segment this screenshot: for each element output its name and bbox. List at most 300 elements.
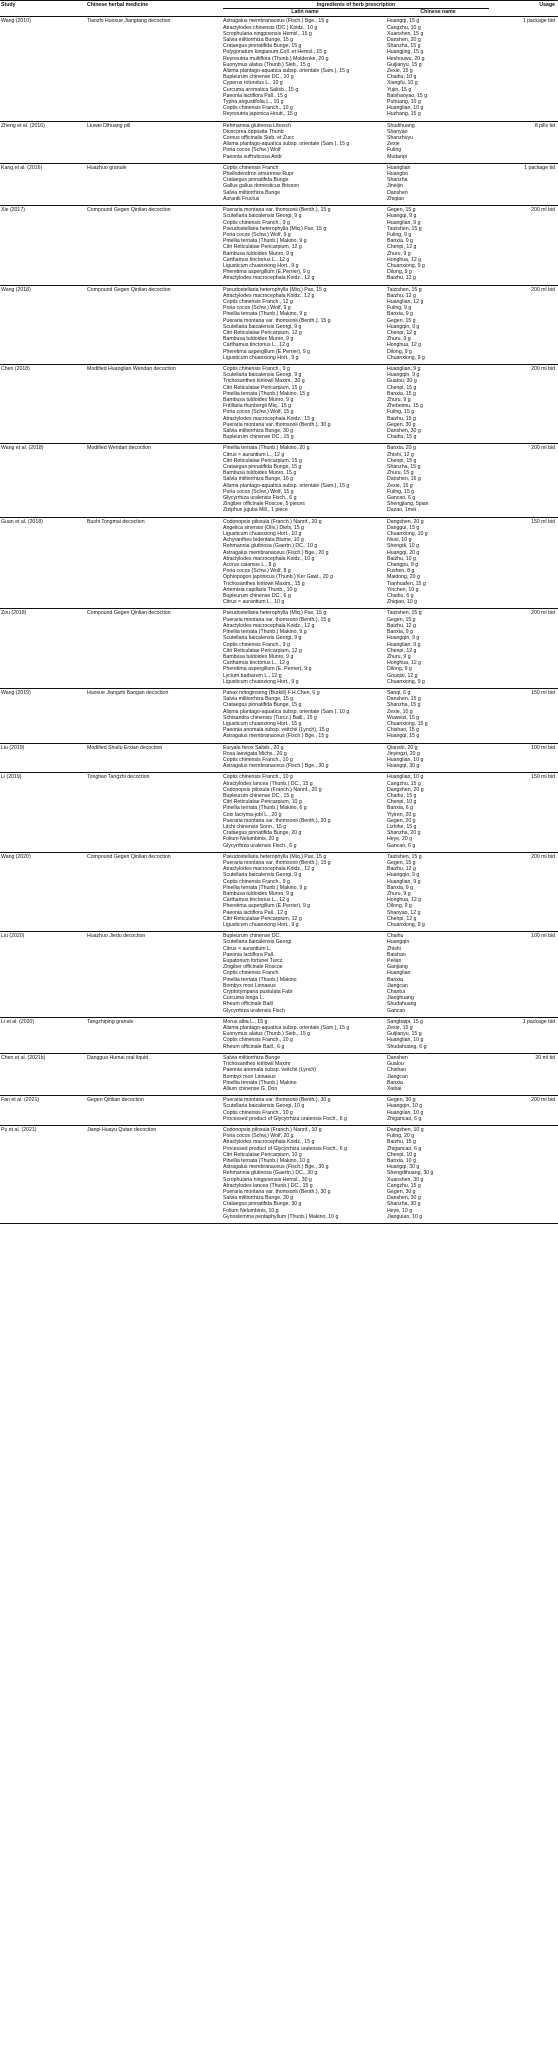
chinese-name-item: Dilong, 9 g [387, 666, 412, 673]
table-row [0, 518, 558, 610]
latin-name-item: Scutellaria baicalensis Georgi, 10 g [223, 1103, 305, 1110]
latin-name-item: Pinellia ternata (Thunb.) Makino, 10 g [223, 1157, 310, 1164]
latin-name-item: Poria cocos (Schw.) Wolf [223, 147, 281, 154]
chinese-name-item: Jiangcan [387, 1073, 408, 1080]
cell-medicine: Compound Gegen Qinlian decoction [87, 853, 171, 860]
cell-medicine: Gegen Qinlian decoction [87, 1097, 144, 1104]
cell-chinese-names [387, 774, 489, 848]
chinese-name-item: Danshen, 16 g [387, 476, 421, 483]
latin-name-item: Citri Reticulatae Pericarpium, 12 g [223, 915, 302, 922]
cell-chinese-names [387, 745, 489, 770]
chinese-name-item: Heye, 10 g [387, 1207, 413, 1214]
latin-name-item: Astragalus membranaceus (Fisch.) Bge., 15 g [223, 733, 329, 740]
chinese-name-item: Danshen, 30 g [387, 428, 421, 434]
latin-name-item: Euryale ferox Salisb., 20 g [223, 744, 284, 751]
chinese-name-item: Chaihu, 6 g [387, 593, 414, 600]
table-row [0, 17, 558, 121]
latin-name-item: Citri Reticulatae Pericarpium, 12 g [223, 329, 302, 336]
latin-name-item: Scutellaria baicalensis Georgi [223, 939, 292, 946]
cell-latin-names [223, 287, 387, 361]
chinese-name-item: Shanzha, 30 g [387, 1201, 421, 1208]
cell-chinese-names [387, 1097, 489, 1122]
chinese-name-item: Chenpi, 10 g [387, 799, 417, 806]
chinese-name-item: Baizhu, 10 g [387, 555, 416, 562]
chinese-name-item: Zhiqiao [387, 195, 405, 202]
chinese-name-item: Chenpi, 12 g [387, 329, 417, 336]
chinese-name-item: Danshen [387, 189, 408, 196]
latin-name-item: Citri Reticulatae Pericarpium, 12 g [223, 647, 302, 654]
chinese-name-item: Huanglian [387, 164, 411, 171]
table-row [0, 932, 558, 1018]
cell-usage: 100 ml bid [531, 933, 555, 940]
chinese-name-item: Dilong, 9 g [387, 348, 412, 355]
table-row [0, 1126, 558, 1224]
latin-name-item: Ziziphus jujuba Mill., 1 piece [223, 507, 288, 514]
latin-name-item: Citrus × aurantium L., 10 g [223, 599, 285, 606]
latin-name-item: Bupleurum chinense DC., 15 g [223, 434, 294, 441]
latin-name-item: Ligusticum chuanxiong Hort., 9 g [223, 678, 299, 685]
latin-name-item: Paeonia lactiflora Pall., 12 g [223, 909, 288, 916]
latin-name-item: Poria cocos (Schw.) Wolf, 15 g [223, 409, 294, 416]
chinese-name-item: Banxia, 9 g [387, 629, 413, 636]
latin-name-item: Pinellia ternata (Thunb.) Makino [223, 1079, 297, 1086]
chinese-name-item: Changpu, 8 g [387, 562, 419, 569]
cell-usage: 8 pills tid [534, 122, 555, 129]
cell-latin-names [223, 445, 387, 513]
latin-name-item: Paeonia lactiflora Pall. [223, 951, 275, 958]
table-row [0, 206, 558, 285]
chinese-name-item: Taizishen, 15 g [387, 286, 422, 293]
chinese-name-item: Huangqi, 15 g [387, 18, 420, 25]
chinese-name-item: Banxia, 9 g [387, 311, 413, 318]
cell-usage: 200 ml bid [531, 286, 555, 293]
chinese-name-item: Baizhu, 12 g [387, 866, 416, 873]
chinese-name-item: Shengdihuang, 30 g [387, 1170, 434, 1177]
chinese-name-item: Honghua, 12 g [387, 342, 422, 349]
cell-usage: 200 ml bid [531, 1097, 555, 1104]
chinese-name-item: Banxia [387, 1079, 403, 1086]
latin-name-item: Crataegus pinnatifida Bunge, 15 g [223, 464, 302, 471]
chinese-name-item: Xiangfu, 10 g [387, 80, 418, 87]
chinese-name-item: Huangqi, 20 g [387, 549, 420, 556]
latin-name-item: Coptis chinensis Franch [223, 164, 279, 171]
latin-name-item: Crataegus pinnatifida Bunge, 30 g [223, 1201, 302, 1208]
chinese-name-item: Gouqizi, 12 g [387, 672, 418, 679]
latin-name-item: Curcuma aromatica Salisb., 15 g [223, 86, 299, 93]
chinese-name-item: Dazao, 1mei [387, 507, 417, 514]
chinese-name-item: Zexie, 15 g [387, 68, 413, 75]
cell-usage: 200 ml bid [531, 853, 555, 860]
latin-name-item: Scutellaria baicalensis Georgi, 9 g [223, 872, 302, 879]
cell-latin-names [223, 1055, 387, 1092]
latin-name-item: Bupleurum chinense DC., 10 g [223, 74, 294, 81]
chinese-name-item: Baishaoyao, 15 g [387, 92, 428, 99]
header-chinese-name: Chinese name [420, 9, 456, 16]
cell-study: Xie (2017) [1, 207, 25, 214]
chinese-name-item: Zhishi, 12 g [387, 451, 414, 458]
chinese-name-item: Jiaogulan, 10 g [387, 1213, 423, 1220]
chinese-name-item: Gegen, 20 g [387, 817, 416, 824]
chinese-name-item: Peilan [387, 958, 402, 965]
chinese-name-item: Gegen, 30 g [387, 421, 416, 428]
latin-name-item: Pinellia ternata (Thunb.) Makino [223, 976, 297, 983]
cell-chinese-names [387, 366, 489, 440]
cell-latin-names [223, 207, 387, 281]
chinese-name-item: Gegen, 15 g [387, 207, 416, 214]
latin-name-item: Pheretima aspergillum (E.Perrier), 9 g [223, 348, 311, 355]
chinese-name-item: Qianshi, 20 g [387, 744, 418, 751]
latin-name-item: Scutellaria baicalensis Georgi, 9 g [223, 323, 302, 330]
chinese-name-item: Shudahuang [387, 1001, 417, 1008]
chinese-name-item: Shanzha [387, 177, 408, 184]
latin-name-item: Aurantii Fructus [223, 195, 260, 202]
latin-name-item: Carthamus tinctorius L., 12 g [223, 660, 290, 667]
latin-name-item: Astragalus membranaceus (Fisch.) Bge., 20 g [223, 549, 329, 556]
chinese-name-item: Fuling, 15 g [387, 488, 415, 495]
chinese-name-item: Baizhu, 12 g [387, 622, 416, 629]
chinese-name-item: Huanglian, 10 g [387, 756, 424, 763]
chinese-name-item: Gegen, 15 g [387, 860, 416, 866]
latin-name-item: Pseudostellaria heterophylla (Miq.) Pax, 15 g [223, 610, 327, 617]
latin-name-item: Reynoutria japonica Houtt., 15 g [223, 111, 298, 118]
chinese-name-item: Zhuru, 9 g [387, 653, 411, 660]
latin-name-item: Atractylodes chinensis (DC.) Koidz., 10 g [223, 24, 318, 31]
cell-usage: 1 package bid [522, 1018, 555, 1025]
chinese-name-item: Chuanxiong, 15 g [387, 720, 428, 727]
chinese-name-item: Chaihu, 15 g [387, 434, 417, 441]
cell-chinese-names [387, 933, 489, 1014]
cell-usage: 1 package bid [522, 18, 555, 25]
latin-name-item: Citri Reticulatae Pericarpium, 15 g [223, 457, 302, 464]
chinese-name-item: Huanglian, 10 g [387, 1037, 424, 1044]
latin-name-item: Salvia miltiorrhiza Bunge, 16 g [223, 476, 294, 483]
chinese-name-item: Huanglian, 9 g [387, 641, 421, 648]
latin-name-item: Paeonia lactiflora Pall., 15 g [223, 92, 288, 99]
chinese-name-item: Huanglian, 9 g [387, 365, 421, 372]
latin-name-item: Astragalus membranaceus (Fisch.) Bge., 15 g [223, 18, 329, 25]
chinese-name-item: Jiangcan [387, 982, 408, 989]
chinese-name-item: Shanyao [387, 128, 408, 135]
latin-name-item: Coptis chinensis Franch., 10 g [223, 105, 293, 112]
latin-name-item: Rheum officinale Baill [223, 1001, 273, 1008]
latin-name-item: Atractylodes macrocephala Koidz., 12 g [223, 275, 315, 282]
table-body [0, 17, 558, 1224]
latin-name-item: Coptis chinensis Franch., 10 g [223, 774, 293, 781]
latin-name-item: Pueraria montana var. thomsonii (Benth.), 15 g [223, 317, 331, 324]
chinese-name-item: Huanglian, 10 g [387, 105, 424, 112]
latin-name-item: Alisma plantago-aquatica subsp. orientale (Sam.), 15 g [223, 141, 350, 148]
latin-name-item: Phellodendron amurense Rupr [223, 171, 294, 178]
chinese-name-item: Zhebeimu, 15 g [387, 403, 424, 410]
latin-name-item: Alisma plantago-aquatica subsp. orientale (Sam.), 15 g [223, 68, 350, 75]
chinese-name-item: Honghua, 12 g [387, 897, 422, 904]
chinese-name-item: Chishao [387, 1067, 407, 1074]
chinese-name-item: Banxia, 6 g [387, 805, 413, 812]
cell-study: Kang et al. (2016) [1, 164, 43, 171]
latin-name-item: Litchi chinensis Sonn., 15 g [223, 823, 287, 830]
latin-name-item: Salvia miltiorrhiza Bunge, 30 g [223, 428, 294, 434]
chinese-name-item: Cangzhu, 15 g [387, 780, 421, 787]
table-row [0, 365, 558, 444]
chinese-name-item: Shanzha, 15 g [387, 464, 421, 471]
chinese-name-item: Banxia [387, 976, 403, 983]
chinese-name-item: Banxia, 9 g [387, 884, 413, 891]
chinese-name-item: Heye, 20 g [387, 836, 413, 843]
cell-medicine: Tongtiao Tangzhi decoction [87, 774, 150, 781]
latin-name-item: Carthamus tinctorius L., 12 g [223, 342, 290, 349]
latin-name-item: Codonopsis pilosula (Franch.) Nannf., 10 g [223, 1126, 322, 1133]
chinese-name-item: Yujin, 15 g [387, 86, 412, 93]
latin-name-item: Bombyx mori Linnaeus [223, 982, 276, 989]
cell-usage: 1 package tid [524, 164, 555, 171]
cell-chinese-names [387, 207, 489, 281]
cell-chinese-names [387, 1055, 489, 1092]
chinese-name-item: Jianghuang [387, 995, 414, 1002]
latin-name-item: Folium Nelumbinis, 20 g [223, 836, 279, 843]
chinese-name-item: Huangqin, 9 g [387, 323, 420, 330]
cell-medicine: Huazhuo granule [87, 164, 127, 171]
chinese-name-item: Danshen [387, 1054, 408, 1061]
chinese-name-item: Xuanshen, 15 g [387, 30, 424, 37]
cell-study: Wang (2018) [1, 286, 31, 293]
chinese-name-item: Huanglian, 10 g [387, 774, 424, 781]
chinese-name-item: Chenpi, 12 g [387, 244, 417, 251]
latin-name-item: Pueraria montana var. thomsonii (Benth.), 30 g [223, 1188, 331, 1195]
chinese-name-item: Gegen, 30 g [387, 1097, 416, 1104]
latin-name-item: Crataegus pinnatifida Bunge, 15 g [223, 43, 302, 50]
chinese-name-item: Zhigancao, 6 g [387, 1115, 422, 1122]
header-medicine: Chinese herbal medicine [87, 2, 149, 8]
cell-latin-names [223, 774, 387, 848]
chinese-name-item: Baizhu, 15 g [387, 415, 416, 422]
latin-name-item: Pinellia ternata (Thunb.) Makino, 9 g [223, 238, 307, 245]
cell-study: Liu (2019) [1, 744, 25, 751]
table-row [0, 1054, 558, 1096]
cell-latin-names [223, 610, 387, 684]
latin-name-item: Glycyrrhiza uralensis Fisch., 6 g [223, 495, 297, 502]
table-row [0, 1018, 558, 1054]
latin-name-item: Coptis chinensis Franch., 9 g [223, 878, 290, 885]
chinese-name-item: Zhigancao, 6 g [387, 1145, 422, 1152]
chinese-name-item: Guijianyu, 15 g [387, 61, 422, 68]
chinese-name-item: Jineijin [387, 183, 403, 190]
chinese-name-item: Zhuru, 15 g [387, 470, 414, 477]
latin-name-item: Zingiber officinale Roscoe, 5 pieces [223, 501, 305, 508]
latin-name-item: Panax notoginseng (Burkill) F.H.Chen, 6 g [223, 689, 320, 696]
table-row [0, 164, 558, 206]
chinese-name-item: Huangqin, 9 g [387, 872, 420, 879]
latin-name-item: Pheretima aspergillum (E. Perrier), 9 g [223, 666, 312, 673]
latin-name-item: Astragalus membranaceus (Fisch.) Bge., 30 g [223, 763, 329, 770]
latin-name-item: Achyranthes bidentata Blume, 10 g [223, 537, 304, 544]
latin-name-item: Trichosanthes kirilowii Maxim., 15 g [223, 580, 305, 587]
cell-latin-names [223, 123, 387, 160]
cell-chinese-names [387, 610, 489, 684]
chinese-name-item: Cangzhu, 10 g [387, 24, 421, 31]
cell-latin-names [223, 1019, 387, 1050]
cell-medicine: Liuwei Dihuang pill [87, 122, 131, 129]
latin-name-item: Pueraria montana var. thomsonii (Benth.), 15 g [223, 860, 331, 866]
chinese-name-item: Huangqi, 15 g [387, 733, 420, 740]
chinese-name-item: Huanglian, 10 g [387, 1109, 424, 1116]
chinese-name-item: Chuanxiong, 9 g [387, 678, 425, 685]
latin-name-item: Paeonia anomala subsp. veitchii (Lynch), 15 g [223, 727, 329, 734]
latin-name-item: Codonopsis pilosula (Franch.) Nannf., 20 g [223, 518, 322, 525]
latin-name-item: Citri Reticulatae Pericarpium, 12 g [223, 244, 302, 251]
cell-medicine: Huazhuo Jiedu decoction [87, 933, 146, 940]
cell-study: Chen (2018) [1, 365, 30, 372]
chinese-name-item: Puhuang, 10 g [387, 99, 421, 106]
chinese-name-item: Huangqi, 30 g [387, 763, 420, 770]
latin-name-item: Pinellia ternata (Thunb.) Makino, 20 g [223, 445, 310, 452]
cell-latin-names [223, 745, 387, 770]
latin-name-item: Acorus calamus L., 8 g [223, 562, 276, 569]
chinese-name-item: Niuxi, 10 g [387, 537, 412, 544]
chinese-name-item: Gancao, 6 g [387, 495, 416, 502]
chinese-name-item: Huangqi, 9 g [387, 213, 417, 220]
chinese-name-item: Ganjiang [387, 964, 408, 971]
cell-usage: 200 ml bid [531, 610, 555, 617]
latin-name-item: Pueraria montana var. thomsonii (Benth.), 30 g [223, 421, 331, 428]
latin-name-item: Bombyx mori Linnaeus [223, 1073, 276, 1080]
cell-usage: 150 ml bid [531, 689, 555, 696]
chinese-name-item: Chaihu, 15 g [387, 792, 417, 799]
latin-name-item: Paeonia suffruticosa Andr [223, 153, 283, 160]
cell-study: Wang (2010) [1, 18, 31, 25]
latin-name-item: Coix lacryma-jobi L., 20 g [223, 811, 282, 818]
latin-name-item: Pinellia ternata (Thunb.) Makino, 15 g [223, 390, 310, 397]
cell-usage: 150 ml bid [531, 774, 555, 781]
latin-name-item: Ligusticum chuanxiong Hort., 9 g [223, 354, 299, 361]
chinese-name-item: Jinyingzi, 20 g [387, 750, 420, 757]
chinese-name-item: Taizishen, 15 g [387, 853, 422, 860]
header-usage: Usage [539, 2, 555, 8]
latin-name-item: Pinellia ternata (Thunb.) Makino, 9 g [223, 311, 307, 318]
chinese-name-item: Zhuru, 9 g [387, 336, 411, 343]
latin-name-item: Bambusa tuldoides Munro, 15 g [223, 470, 297, 477]
latin-name-item: Euonymus alatus (Thunb.) Sieb., 15 g [223, 1031, 311, 1038]
cell-chinese-names [387, 123, 489, 160]
chinese-name-item: Zhiqiao, 10 g [387, 599, 417, 606]
latin-name-item: Bupleurum chinense DC. [223, 933, 281, 940]
latin-name-item: Atractylodes macrocephala Koidz., 12 g [223, 866, 315, 873]
latin-name-item: Bambusa tuldoides Munro, 9 g [223, 250, 294, 257]
chinese-name-item: Huangjing, 15 g [387, 49, 424, 56]
table-row [0, 853, 558, 932]
latin-name-item: Pheretima aspergillum (E.Perrier), 9 g [223, 269, 311, 276]
latin-name-item: Atractylodes macrocephala Koidz., 15 g [223, 1139, 315, 1146]
cell-medicine: Tiaozhi Huoxue Jiangtang decoction [87, 18, 171, 25]
chinese-name-item: Danshen, 30 g [387, 1195, 421, 1202]
chinese-name-item: Shanzha, 20 g [387, 830, 421, 837]
chinese-name-item: Zexie, 15 g [387, 482, 413, 489]
latin-name-item: Coptis chinensis Franch., 10 g [223, 1037, 293, 1044]
latin-name-item: Scutellaria baicalensis Georgi, 9 g [223, 213, 302, 220]
chinese-name-item: Huanglian [387, 970, 411, 977]
latin-name-item: Atractylodes macrocephala Koidz., 10 g [223, 555, 315, 562]
chinese-name-item: Huangqin, 10 g [387, 1103, 423, 1110]
chinese-name-item: Gualou, 30 g [387, 378, 417, 385]
chinese-name-item: Chenpi, 15 g [387, 457, 417, 464]
chinese-name-item: Zexie, 10 g [387, 708, 413, 715]
chinese-name-item: Danggui, 15 g [387, 524, 420, 531]
chinese-name-item: Banxia, 20 g [387, 445, 416, 452]
latin-name-item: Processed product of Glycyrrhiza uralensis Fisch., 6 g [223, 1145, 347, 1152]
latin-name-item: Salvia miltiorrhiza Bunge, 15 g [223, 37, 294, 44]
latin-name-item: Polygonatum kingianum Coll. et Hemsl., 15 g [223, 49, 327, 56]
cell-latin-names [223, 18, 387, 117]
latin-name-item: Alisma plantago-aquatica subsp. orientale (Sam.), 15 g [223, 482, 350, 489]
cell-latin-names [223, 690, 387, 740]
chinese-name-item: Banxia, 9 g [387, 238, 413, 245]
cell-latin-names [223, 854, 387, 928]
chinese-name-item: Honghua, 12 g [387, 660, 422, 667]
chinese-name-item: Gegen, 30 g [387, 1188, 416, 1195]
latin-name-item: Scutellaria baicalensis Georgi, 9 g [223, 372, 302, 379]
chinese-name-item: Shudihuang [387, 122, 415, 129]
cell-study: Fan et al. (2021) [1, 1097, 40, 1104]
latin-name-item: Gynostemma pentaphyllum (Thunb.) Makino, 10 g [223, 1213, 339, 1220]
cell-latin-names [223, 1127, 387, 1220]
chinese-name-item: Shanzha, 15 g [387, 702, 421, 709]
latin-name-item: Processed product of Glycyrrhiza uralensis Fisch., 6 g [223, 1115, 347, 1122]
latin-name-item: Rehmannia glutinosa (Gaertn.) DC., 10 g [223, 543, 318, 550]
chinese-name-item: Zexie [387, 141, 400, 148]
cell-medicine: Modified Shuilu Erxian decoction [87, 744, 163, 751]
chinese-name-item: Fuling, 20 g [387, 1133, 415, 1140]
latin-name-item: Pinellia ternata (Thunb.) Makino, 6 g [223, 805, 307, 812]
latin-name-item: Ligusticum chuanxiong Hort., 10 g [223, 531, 302, 538]
table-row [0, 744, 558, 774]
chinese-name-item: Fuling, 9 g [387, 231, 412, 238]
table-row [0, 773, 558, 852]
chinese-name-item: Huangqin, 9 g [387, 372, 420, 379]
latin-name-item: Glycyrrhiza uralensis Fisch [223, 1007, 285, 1014]
chinese-name-item: Chaihu [387, 933, 404, 940]
cell-medicine: Bushi Tongmai decoction [87, 518, 145, 525]
latin-name-item: Scutellaria baicalensis Georgi, 9 g [223, 635, 302, 642]
cell-usage: 20 ml tid [535, 1054, 555, 1061]
latin-name-item: Citrus × aurantium L. [223, 945, 272, 952]
latin-name-item: Bambusa tuldoides Munro, 9 g [223, 336, 294, 343]
latin-name-item: Codonopsis pilosula (Franch.) Nannf., 20 g [223, 786, 322, 793]
latin-name-item: Reynoutria multiflora (Thunb.) Moldenke, 20 g [223, 55, 329, 62]
latin-name-item: Cornus officinalis Sieb. et Zucc [223, 135, 295, 142]
cell-medicine: Huoxue Jiangzhi Baogan decoction [87, 689, 169, 696]
table-row [0, 1096, 558, 1126]
latin-name-item: Pinellia ternata (Thunb.) Makino, 9 g [223, 629, 307, 636]
table-row [0, 609, 558, 688]
latin-name-item: Bupleurum chinense DC., 6 g [223, 593, 291, 600]
chinese-name-item: Huangbo [387, 171, 409, 178]
chinese-name-item: Xuanshen, 30 g [387, 1176, 424, 1183]
chinese-name-item: Shengdi, 10 g [387, 543, 420, 550]
chinese-name-item: Huanglian, 9 g [387, 219, 421, 226]
chinese-name-item: Cangzhu, 15 g [387, 1182, 421, 1189]
latin-name-item: Citri Reticulatae Pericarpium, 10 g [223, 1151, 302, 1158]
latin-name-item: Rheum officinale Baill., 6 g [223, 1043, 285, 1050]
cell-usage: 200 ml bid [531, 445, 555, 452]
chinese-name-item: Zhishi [387, 945, 401, 952]
chinese-name-item: Huangqin, 9 g [387, 635, 420, 642]
chinese-name-item: Gegen, 15 g [387, 616, 416, 623]
chinese-name-item: Baizhu, 12 g [387, 275, 416, 282]
table-row [0, 286, 558, 365]
chinese-name-item: Maidong, 20 g [387, 574, 420, 581]
latin-name-item: Citrus × aurantium L., 12 g [223, 451, 285, 458]
latin-name-item: Atractylodes macrocephala Koidz., 12 g [223, 292, 315, 299]
chinese-name-item: Zexie, 15 g [387, 1025, 413, 1032]
